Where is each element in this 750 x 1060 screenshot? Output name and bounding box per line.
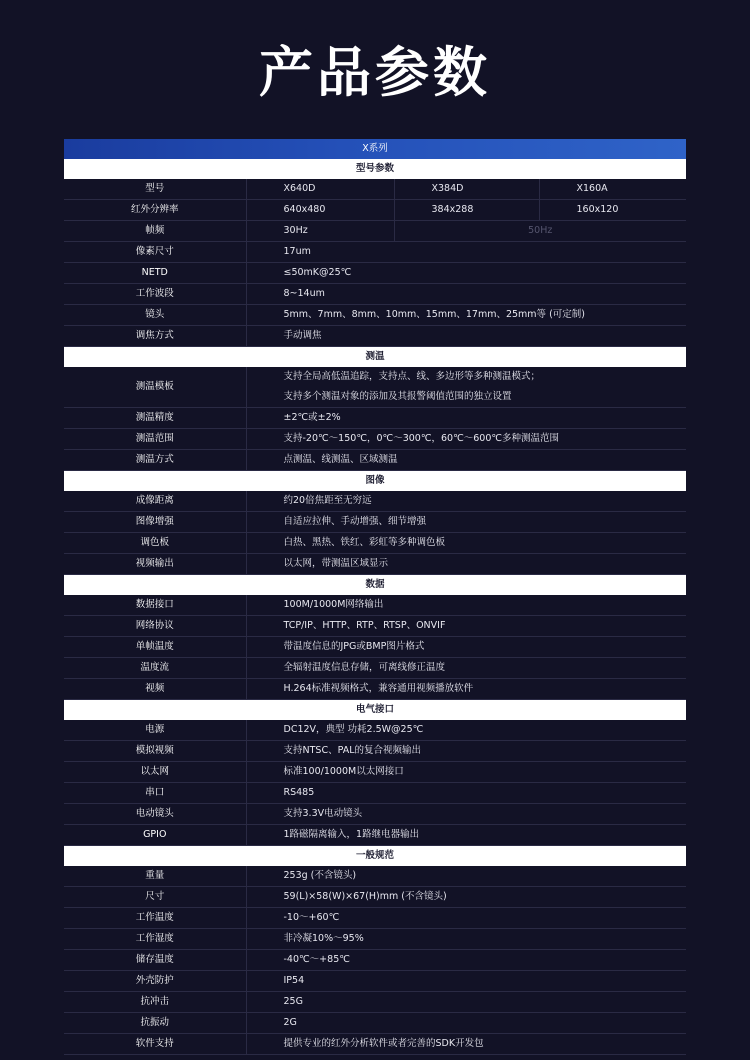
- table-row-lens: [64, 305, 686, 326]
- row-label: 测温精度: [64, 408, 246, 429]
- section-title: 数据: [64, 575, 686, 596]
- row-label: 网络协议: [64, 616, 246, 637]
- section-title: 测温: [64, 347, 686, 368]
- table-row-power: [64, 720, 686, 741]
- row-value: 手动调焦: [246, 326, 686, 347]
- row-value: H.264标准视频格式，兼容通用视频播放软件: [246, 679, 686, 700]
- table-row-video-out: [64, 554, 686, 575]
- section-title: 电气接口: [64, 700, 686, 721]
- row-label: 成像距离: [64, 491, 246, 512]
- table-row-shock: [64, 992, 686, 1013]
- row-label: GPIO: [64, 825, 246, 846]
- row-value: [246, 367, 686, 408]
- row-value: 253g (不含镜头): [246, 866, 686, 887]
- table-row-serial: [64, 783, 686, 804]
- section-model-params: [64, 159, 686, 179]
- row-label: 软件支持: [64, 1034, 246, 1055]
- series-title: X系列: [64, 139, 686, 159]
- section-temperature: [64, 347, 686, 368]
- row-value: 25G: [246, 992, 686, 1013]
- frame-rate-value-2: 50Hz: [394, 221, 686, 242]
- table-row-op-humidity: [64, 929, 686, 950]
- row-label: 单帧温度: [64, 637, 246, 658]
- row-label: 测温方式: [64, 450, 246, 471]
- section-data: [64, 575, 686, 596]
- row-value: 自适应拉伸、手动增强、细节增强: [246, 512, 686, 533]
- spec-table: [64, 139, 686, 1055]
- table-row-enclosure: [64, 971, 686, 992]
- row-label: 电源: [64, 720, 246, 741]
- row-label: 测温范围: [64, 429, 246, 450]
- row-value: DC12V，典型 功耗2.5W@25℃: [246, 720, 686, 741]
- model-value-2: X384D: [394, 179, 539, 200]
- table-row-temp-accuracy: [64, 408, 686, 429]
- table-row-pixel-size: [64, 242, 686, 263]
- row-value: RS485: [246, 783, 686, 804]
- row-value: 全辐射温度信息存储，可离线修正温度: [246, 658, 686, 679]
- row-label: 视频: [64, 679, 246, 700]
- row-label: 调焦方式: [64, 326, 246, 347]
- row-value: -10～+60℃: [246, 908, 686, 929]
- table-row-data-interface: [64, 595, 686, 616]
- frame-rate-value-1: 30Hz: [246, 221, 394, 242]
- row-value: 支持3.3V电动镜头: [246, 804, 686, 825]
- row-label: 型号: [64, 179, 246, 200]
- row-value: 59(L)×58(W)×67(H)mm (不含镜头): [246, 887, 686, 908]
- table-row-netd: [64, 263, 686, 284]
- table-row-frame-rate: [64, 221, 686, 242]
- table-row-ethernet: [64, 762, 686, 783]
- section-image: [64, 471, 686, 492]
- table-row-analog-video: [64, 741, 686, 762]
- row-label: 图像增强: [64, 512, 246, 533]
- row-value: IP54: [246, 971, 686, 992]
- row-label: 数据接口: [64, 595, 246, 616]
- row-label: 储存温度: [64, 950, 246, 971]
- row-value: 支持NTSC、PAL的复合视频输出: [246, 741, 686, 762]
- section-title: 一般规范: [64, 846, 686, 867]
- row-value: 带温度信息的JPG或BMP图片格式: [246, 637, 686, 658]
- row-value: ±2℃或±2%: [246, 408, 686, 429]
- row-value: 5mm、7mm、8mm、10mm、15mm、17mm、25mm等 (可定制): [246, 305, 686, 326]
- row-value: 白热、黑热、铁红、彩虹等多种调色板: [246, 533, 686, 554]
- table-row-temp-method: [64, 450, 686, 471]
- row-value: ≤50mK@25℃: [246, 263, 686, 284]
- table-row-storage-temp: [64, 950, 686, 971]
- row-label: 工作湿度: [64, 929, 246, 950]
- row-value: 约20倍焦距至无穷远: [246, 491, 686, 512]
- row-value: 非冷凝10%～95%: [246, 929, 686, 950]
- table-row-weight: [64, 866, 686, 887]
- table-row-focus: [64, 326, 686, 347]
- row-label: 抗冲击: [64, 992, 246, 1013]
- row-value: 以太网，带测温区域显示: [246, 554, 686, 575]
- table-row-protocol: [64, 616, 686, 637]
- table-row-single-frame: [64, 637, 686, 658]
- resolution-value-2: 384x288: [394, 200, 539, 221]
- row-value: 点测温、线测温、区域测温: [246, 450, 686, 471]
- row-label: 电动镜头: [64, 804, 246, 825]
- row-value: 17um: [246, 242, 686, 263]
- row-value: 提供专业的红外分析软件或者完善的SDK开发包: [246, 1034, 686, 1055]
- row-value: 支持-20℃～150℃，0℃～300℃，60℃～600℃多种测温范围: [246, 429, 686, 450]
- table-row-palette: [64, 533, 686, 554]
- row-label: 帧频: [64, 221, 246, 242]
- table-row-band: [64, 284, 686, 305]
- row-value: 2G: [246, 1013, 686, 1034]
- model-value-1: X640D: [246, 179, 394, 200]
- row-value-line-2: 支持多个测温对象的添加及其报警阈值范围的独立设置: [283, 391, 512, 402]
- row-label: 抗振动: [64, 1013, 246, 1034]
- page-title: 产品参数: [259, 41, 491, 104]
- row-value-line-1: 支持全局高低温追踪，支持点、线、多边形等多种测温模式；: [283, 371, 541, 382]
- resolution-value-3: 160x120: [539, 200, 686, 221]
- model-value-3: X160A: [539, 179, 686, 200]
- row-label: 工作波段: [64, 284, 246, 305]
- row-label: 重量: [64, 866, 246, 887]
- table-row-resolution: [64, 200, 686, 221]
- table-row-vibration: [64, 1013, 686, 1034]
- table-row-imaging-distance: [64, 491, 686, 512]
- series-header: [64, 139, 686, 159]
- table-row-motor-lens: [64, 804, 686, 825]
- table-row-video: [64, 679, 686, 700]
- row-value: -40℃～+85℃: [246, 950, 686, 971]
- section-general: [64, 846, 686, 867]
- row-label: 红外分辨率: [64, 200, 246, 221]
- row-label: 像素尺寸: [64, 242, 246, 263]
- row-label: 模拟视频: [64, 741, 246, 762]
- row-label: 以太网: [64, 762, 246, 783]
- row-value: 1路磁隔离输入，1路继电器输出: [246, 825, 686, 846]
- row-label: 温度流: [64, 658, 246, 679]
- row-label: 调色板: [64, 533, 246, 554]
- table-row-temp-template: [64, 367, 686, 408]
- row-label: NETD: [64, 263, 246, 284]
- table-row-software: [64, 1034, 686, 1055]
- table-row-gpio: [64, 825, 686, 846]
- table-row-dimensions: [64, 887, 686, 908]
- section-title: 型号参数: [64, 159, 686, 179]
- resolution-value-1: 640x480: [246, 200, 394, 221]
- table-row-temp-range: [64, 429, 686, 450]
- table-row-op-temp: [64, 908, 686, 929]
- row-label: 视频输出: [64, 554, 246, 575]
- table-row-image-enhance: [64, 512, 686, 533]
- row-label: 测温模板: [64, 367, 246, 408]
- row-label: 工作温度: [64, 908, 246, 929]
- section-title: 图像: [64, 471, 686, 492]
- row-label: 串口: [64, 783, 246, 804]
- row-label: 尺寸: [64, 887, 246, 908]
- row-value: 8~14um: [246, 284, 686, 305]
- row-label: 镜头: [64, 305, 246, 326]
- row-value: 标准100/1000M以太网接口: [246, 762, 686, 783]
- table-row-temp-stream: [64, 658, 686, 679]
- row-value: 100M/1000M网络输出: [246, 595, 686, 616]
- section-electrical: [64, 700, 686, 721]
- row-value: TCP/IP、HTTP、RTP、RTSP、ONVIF: [246, 616, 686, 637]
- row-label: 外壳防护: [64, 971, 246, 992]
- table-row-model: [64, 179, 686, 200]
